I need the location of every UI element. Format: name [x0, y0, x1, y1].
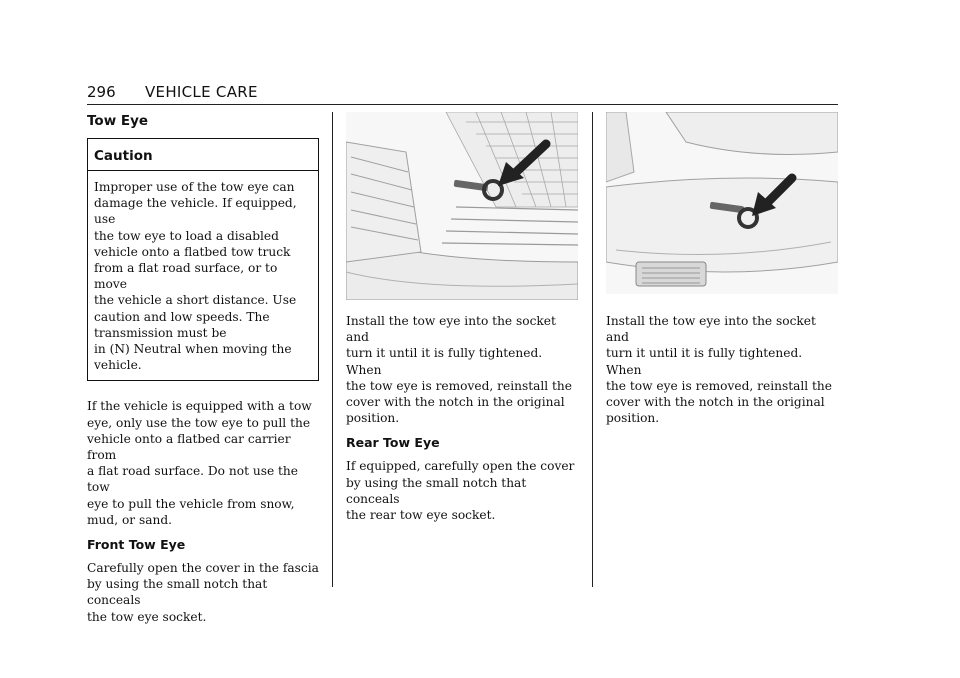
- text-line: turn it until it is fully tightened. When: [346, 346, 543, 377]
- paragraph-install-rear: [606, 313, 838, 426]
- text-line: Install the tow eye into the socket and: [606, 314, 816, 345]
- text-line: cover with the notch in the original: [606, 395, 825, 410]
- paragraph-tow-eye-usage: [87, 398, 319, 528]
- exhaust-tip: [636, 262, 706, 286]
- text-line: from a flat road surface, or to move: [94, 261, 278, 292]
- section-heading-tow-eye: Tow Eye: [87, 113, 149, 129]
- page-header: [87, 82, 838, 105]
- front-tow-eye-illustration: [346, 112, 578, 300]
- text-line: If the vehicle is equipped with a tow: [87, 399, 312, 414]
- subheading-rear-tow-eye: Rear Tow Eye: [346, 435, 440, 451]
- text-line: transmission must be: [94, 325, 227, 340]
- page-number: 296: [87, 83, 116, 101]
- column-divider: [592, 112, 593, 587]
- paragraph-front-tow-eye: [87, 560, 319, 625]
- text-line: Install the tow eye into the socket and: [346, 314, 556, 345]
- paragraph-install-front: [346, 313, 578, 426]
- column-1: [87, 112, 319, 625]
- text-line: turn it until it is fully tightened. When: [606, 346, 803, 377]
- column-2: [346, 112, 578, 523]
- caution-body: [88, 171, 318, 380]
- text-line: vehicle onto a flatbed tow truck: [94, 244, 291, 259]
- text-line: vehicle.: [94, 358, 142, 373]
- text-line: vehicle onto a flatbed car carrier from: [87, 431, 291, 463]
- subheading-front-tow-eye: Front Tow Eye: [87, 537, 186, 553]
- column-divider: [332, 112, 333, 587]
- text-line: position.: [346, 411, 400, 426]
- text-line: cover with the notch in the original: [346, 395, 565, 410]
- text-line: by using the small notch that conceals: [87, 577, 268, 608]
- rear-tow-eye-illustration: [606, 112, 838, 294]
- text-line: a flat road surface. Do not use the tow: [87, 464, 298, 495]
- text-line: the tow eye to load a disabled: [94, 228, 279, 243]
- text-line: the rear tow eye socket.: [346, 508, 496, 523]
- text-line: eye, only use the tow eye to pull the: [87, 415, 311, 430]
- text-line: mud, or sand.: [87, 512, 173, 527]
- text-line: in (N) Neutral when moving the: [94, 342, 292, 357]
- paragraph-rear-tow-eye: [346, 458, 578, 523]
- text-line: the tow eye is removed, reinstall the: [346, 378, 572, 393]
- text-line: caution and low speeds. The: [94, 309, 270, 324]
- text-line: the tow eye is removed, reinstall the: [606, 378, 832, 393]
- text-line: Improper use of the tow eye can: [94, 180, 295, 194]
- text-line: eye to pull the vehicle from snow,: [87, 496, 295, 511]
- text-line: If equipped, carefully open the cover: [346, 459, 575, 474]
- caution-title: Caution: [88, 139, 318, 171]
- text-line: damage the vehicle. If equipped, use: [94, 196, 297, 227]
- caution-box: [87, 138, 319, 381]
- text-line: the tow eye socket.: [87, 609, 207, 624]
- text-line: Carefully open the cover in the fascia: [87, 561, 319, 576]
- column-3: [606, 112, 838, 426]
- text-line: the vehicle a short distance. Use: [94, 293, 297, 308]
- text-line: position.: [606, 411, 660, 426]
- section-title: VEHICLE CARE: [145, 83, 258, 101]
- text-line: by using the small notch that conceals: [346, 475, 527, 506]
